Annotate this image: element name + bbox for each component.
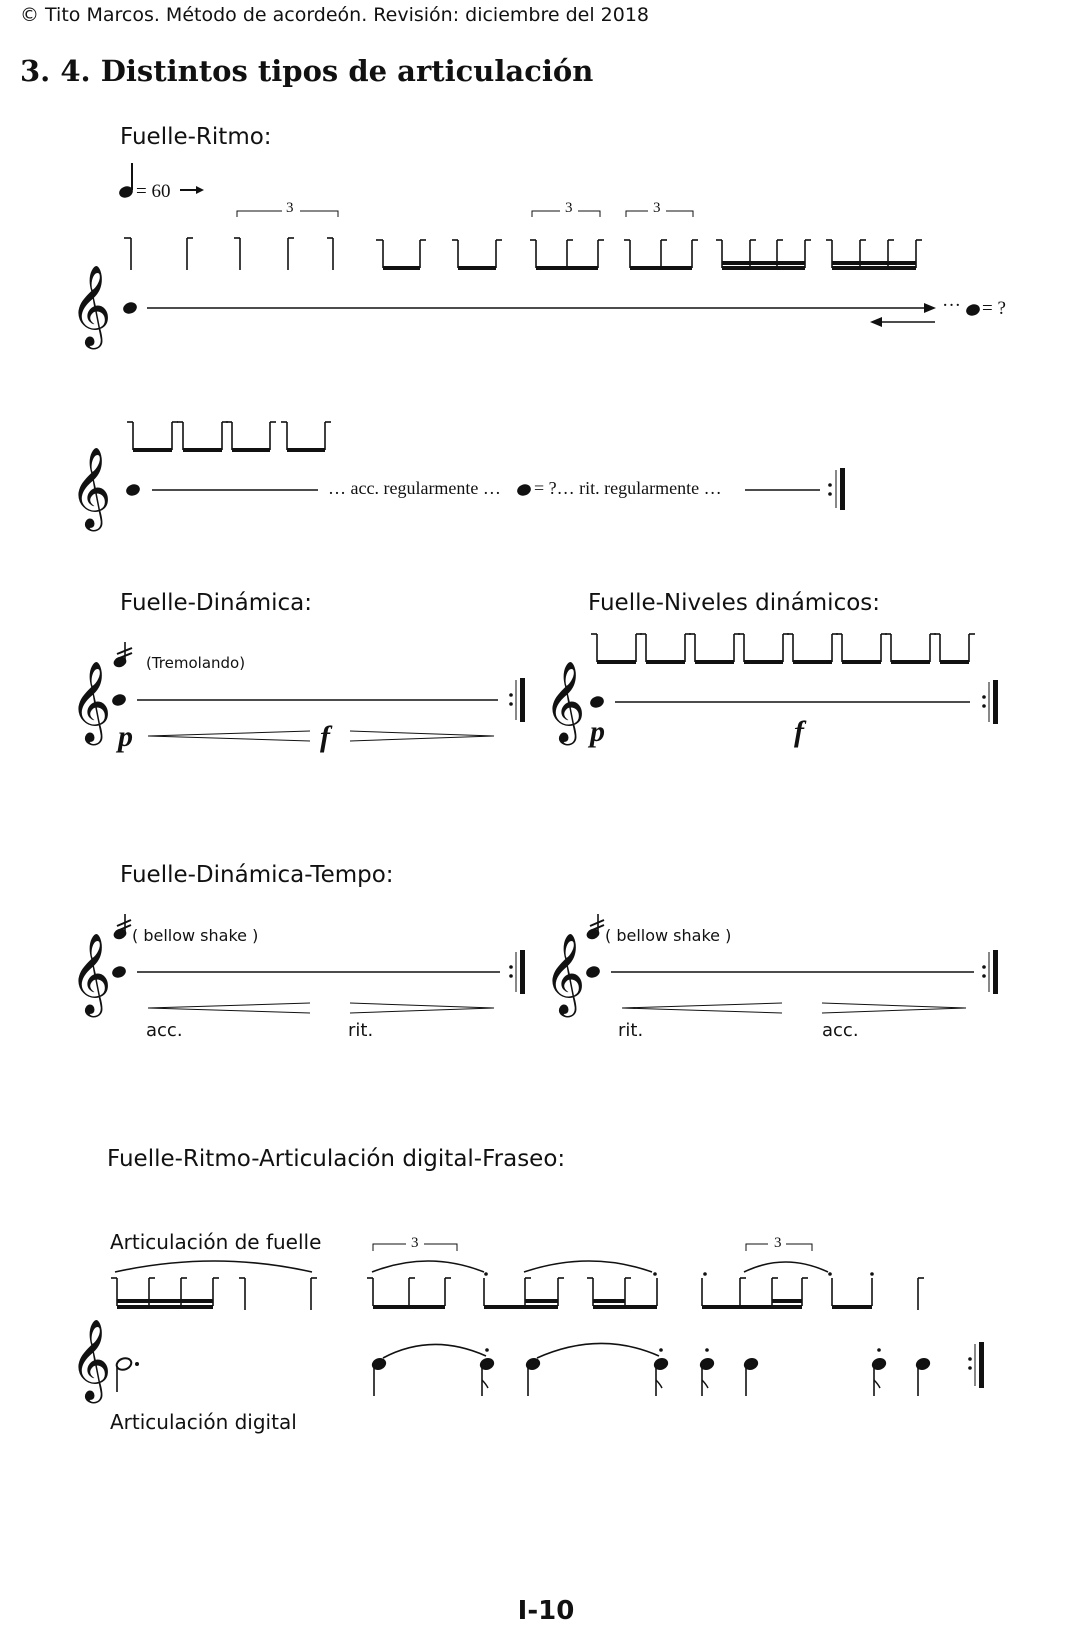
dynamic-piano: p: [118, 720, 133, 753]
bellow-shake-text: ( bellow shake ): [132, 926, 259, 945]
treble-clef-icon: 𝄞: [70, 932, 112, 1014]
dynamic-forte: f: [794, 715, 804, 748]
tempo-question: = ?: [982, 298, 1006, 319]
treble-clef-icon: 𝄞: [70, 264, 112, 346]
ex5-title: Fuelle-Ritmo-Articulación digital-Fraseo:: [107, 1146, 566, 1172]
tempo-acc: acc.: [146, 1020, 183, 1041]
copyright-line: © Tito Marcos. Método de acordeón. Revisión: diciembre del 2018: [20, 4, 650, 26]
page-number: I-10: [517, 1596, 575, 1626]
tuplet-number: 3: [653, 200, 661, 216]
tuplet-number: 3: [774, 1235, 782, 1251]
tempo-mark: = 60: [136, 181, 171, 202]
ex1-title: Fuelle-Ritmo:: [120, 124, 272, 150]
treble-clef-icon: 𝄞: [70, 1318, 112, 1400]
section-title: 3. 4. Distintos tipos de articulación: [20, 54, 594, 88]
bellows-articulation-label: Articulación de fuelle: [110, 1230, 322, 1254]
tuplet-number: 3: [286, 200, 294, 216]
dynamic-forte: f: [320, 720, 330, 753]
digital-articulation-label: Articulación digital: [110, 1410, 297, 1434]
acc-text: … acc. regularmente …: [328, 478, 501, 498]
continuation-dots: ···: [942, 295, 961, 316]
treble-clef-icon: 𝄞: [70, 660, 112, 742]
dynamic-piano: p: [590, 715, 605, 748]
rit-text: = ?… rit. regularmente …: [534, 478, 722, 498]
ex2-title: Fuelle-Dinámica:: [120, 590, 312, 616]
tuplet-number: 3: [411, 1235, 419, 1251]
ex4-title: Fuelle-Dinámica-Tempo:: [120, 862, 394, 888]
treble-clef-icon: 𝄞: [544, 932, 586, 1014]
treble-clef-icon: 𝄞: [544, 660, 586, 742]
tempo-acc: acc.: [822, 1020, 859, 1041]
treble-clef-icon: 𝄞: [70, 446, 112, 528]
tempo-rit: rit.: [618, 1020, 644, 1041]
tempo-rit: rit.: [348, 1020, 374, 1041]
tremolando-text: (Tremolando): [146, 654, 246, 672]
bellow-shake-text: ( bellow shake ): [605, 926, 732, 945]
ex3-title: Fuelle-Niveles dinámicos:: [588, 590, 881, 616]
tuplet-number: 3: [565, 200, 573, 216]
